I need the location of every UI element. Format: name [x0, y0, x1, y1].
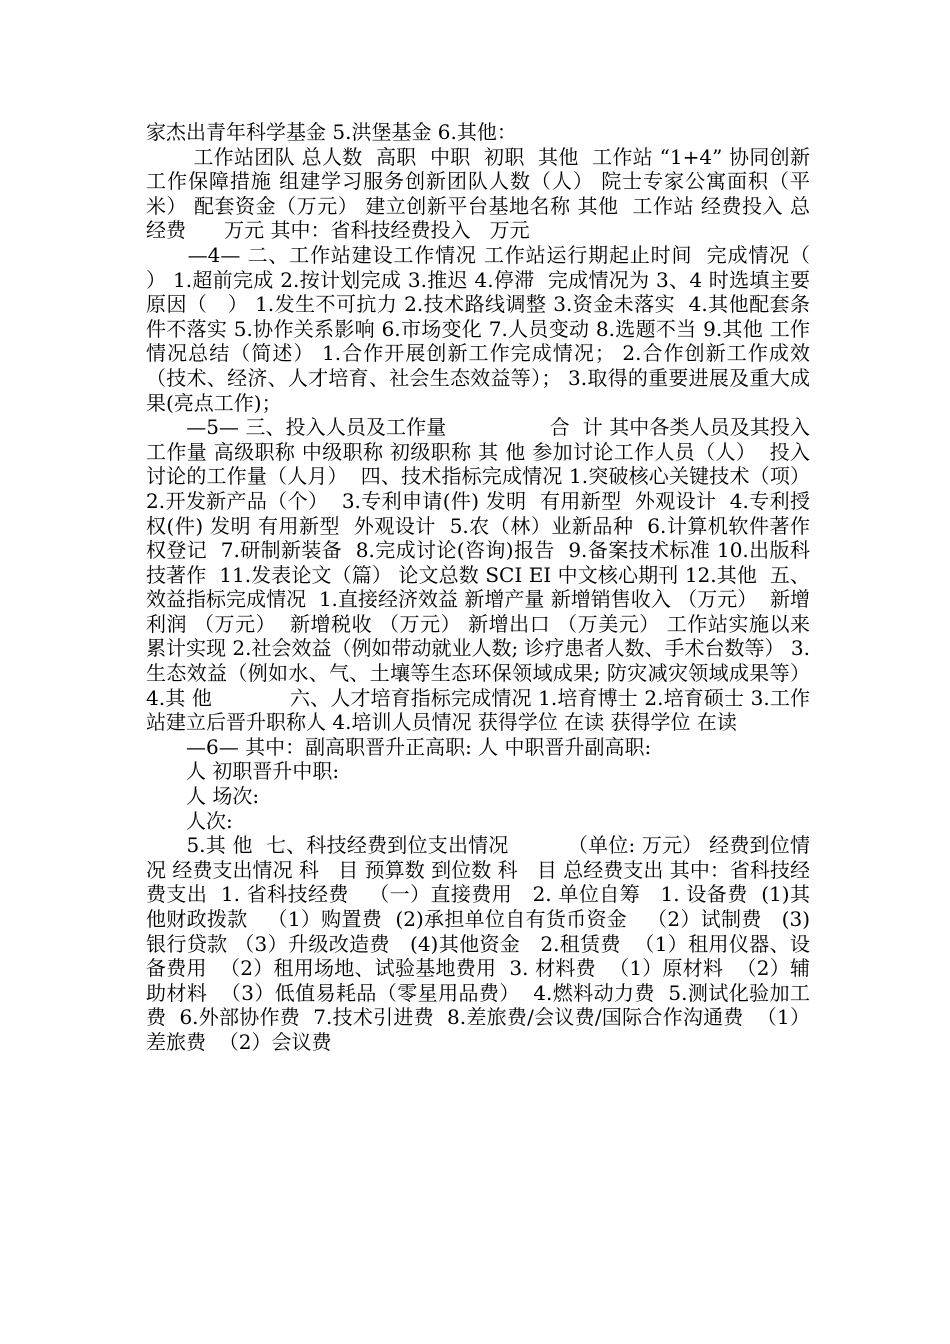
paragraph-promotion: —6— 其中：副高职晋升正高职: 人 中职晋升副高职: — [146, 734, 652, 759]
paragraph-junior-promotion: 人 初职晋升中职: — [146, 759, 340, 784]
paragraph-sessions: 人 场次: — [146, 784, 260, 809]
paragraph-1: 家杰出青年科学基金 5.洪堡基金 6.其他： — [146, 120, 517, 144]
paragraph-section-2: —4— 二、工作站建设工作情况 工作站运行期起止时间 完成情况（ ） 1.超前完成 2.按计划完成 3.推迟 4.停滞 完成情况为 3、4 时选填主要原因（ ） 1.发生不可抗力 2.技术路线调整 3.资金未落实 4.其他配套条件不落实 5.协作关系影响 6.市场变化 7.人员变动 8.选题不当 9.其他 工作情况总结（简述） 1.合作开展创新工作完成情况； 2.合作创新工作成效（技术、经济、人才培育、社会生态效益等）； 3.取得的重要进展及重大成果(亮点工作)； — [146, 242, 823, 415]
paragraph-section-7: 5.其 他 七、科技经费到位支出情况 （单位: 万元） 经费到位情况 经费支出情况 科 目 预算数 到位数 科 目 总经费支出 其中：省科技经费支出 1. 省科技经费 （一）直接费用 2. 单位自筹 1. 设备费 (1)其他财政拨款 （1）购置费 (2)承担单位自有货币资金 （2）试制费 (3)银行贷款 （3）升级改造费 (4)其他资金 2.租赁费 （1）租用仪器、设备费用 （2）租用场地、试验基地费用 3. 材料费 （1）原材料 （2）辅助材料 （3）低值易耗品（零星用品费） 4.燃料动力费 5.测试化验加工费 6.外部协作费 7.技术引进费 8.差旅费/会议费/国际合作沟通费 （1）差旅费 （2）会议费 — [146, 833, 810, 1054]
document-body — [146, 120, 823, 1055]
paragraph-person-times: 人次: — [146, 808, 233, 833]
paragraph-section-3-6: —5— 三、投入人员及工作量 合 计 其中各类人员及其投入工作量 高级职称 中级职称 初级职称 其 他 参加讨论工作人员（人） 投入讨论的工作量（人月） 四、技术指标完成情况 1.突破核心关键技术（项） 2.开发新产品（个） 3.专利申请(件) 发明 有用新型 外观设计 4.专利授权(件) 发明 有用新型 外观设计 5.农（林）业新品种 6.计算机软件著作权登记 7.研制新装备 8.完成讨论(咨询)报告 9.备案技术标准 10.出版科技著作 11.发表论文（篇） 论文总数 SCI EI 中文核心期刊 12.其他 五、效益指标完成情况 1.直接经济效益 新增产量 新增销售收入 （万元） 新增利润 （万元） 新增税收 （万元） 新增出口 （万美元） 工作站实施以来累计实现 2.社会效益（例如带动就业人数; 诊疗患者人数、手术台数等） 3.生态效益（例如水、气、土壤等生态环保领域成果; 防灾减灾领域成果等） 4.其 他 六、人才培育指标完成情况 1.培育博士 2.培育硕士 3.工作站建立后晋升职称人 4.培训人员情况 获得学位 在读 获得学位 在读 — [146, 415, 823, 735]
paragraph-team-info: 工作站团队 总人数 高职 中职 初职 其他 工作站 “1+4” 协同创新工作保障措施 组建学习服务创新团队人数（人） 院士专家公寓面积（平米） 配套资金（万元） 建立创新平台基地名称 其他 工作站 经费投入 总经费 万元 其中：省科技经费投入 万元 — [146, 144, 810, 243]
